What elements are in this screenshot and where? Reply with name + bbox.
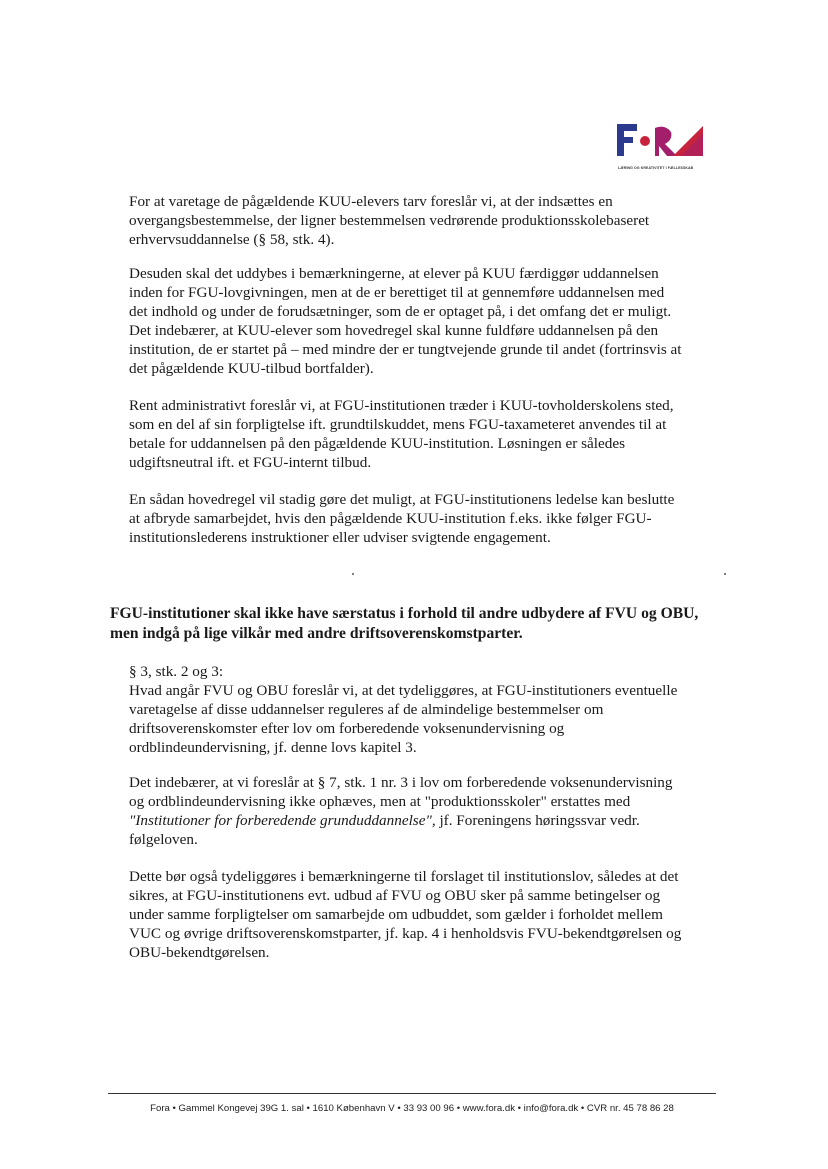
heading-line: FGU-institutioner skal ikke have særstatus i forhold til andre udbydere af FVU og OBU, <box>110 605 699 622</box>
text-line: under samme forpligtelser om samarbejde om udbuddet, som gælder i forholdet mellem <box>129 906 663 923</box>
paragraph-implication <box>129 773 729 849</box>
text-line: at afbryde samarbejdet, hvis den pågældende KUU-institution f.eks. ikke følger FGU- <box>129 510 652 527</box>
text-line: varetagelse af disse uddannelser reguleres af de almindelige bestemmelser om <box>129 701 604 718</box>
text-line: som en del af sin forpligtelse ift. grundtilskuddet, mens FGU-taxameteret anvendes til at <box>129 416 667 433</box>
text-line: OBU-bekendtgørelsen. <box>129 944 270 961</box>
footer-contact: Fora • Gammel Kongevej 39G 1. sal • 1610 København V • 33 93 00 96 • www.fora.dk • info@fora.dk • CVR nr. 45 78 86 28 <box>150 1103 674 1114</box>
paragraph-administrative <box>129 396 729 472</box>
text-line: betale for uddannelsen på den pågældende KUU-institution. Løsningen er således <box>129 435 625 452</box>
text-line: ordblindeundervisning, jf. denne lovs kapitel 3. <box>129 739 417 756</box>
text-line: overgangsbestemmelse, der ligner bestemmelsen vedrørende produktionsskolebaseret <box>129 212 650 229</box>
text-line: udgiftsneutral ift. et FGU-internt tilbud. <box>129 454 372 471</box>
text-line: Hvad angår FVU og OBU foreslår vi, at det tydeliggøres, at FGU-institutioners eventuelle <box>129 682 678 699</box>
text-line: Dette bør også tydeliggøres i bemærkningerne til forslaget til institutionslov, således at det <box>129 868 679 885</box>
fora-logo-icon <box>615 122 707 166</box>
heading-line: men indgå på lige vilkår med andre driftsoverenskomstparter. <box>110 625 523 642</box>
italic-institution-name: "Institutioner for forberedende grunduddannelse" <box>129 812 432 829</box>
text-line: erhvervsuddannelse (§ 58, stk. 4). <box>129 231 335 248</box>
paragraph-transition-rule <box>129 192 729 249</box>
section-reference: § 3, stk. 2 og 3: <box>129 663 224 680</box>
text-line: institution, de er startet på – med mindre der er tungtvejende grunde til andet (fortrinsvis at <box>129 341 682 358</box>
paragraph-main-rule <box>129 490 729 547</box>
text-line: VUC og øvrige driftsoverenskomstparter, jf. kap. 4 i henholdsvis FVU-bekendtgørelsen og <box>129 925 682 942</box>
paragraph-clarification <box>129 867 729 962</box>
text-line: følgeloven. <box>129 831 198 848</box>
scan-speck <box>352 573 354 575</box>
section-heading <box>110 604 750 644</box>
text-line <box>129 811 729 830</box>
text-line: institutionslederens instruktioner eller udviser svigtende engagement. <box>129 529 551 546</box>
text-line: og ordblindeundervisning ikke ophæves, men at "produktionsskoler" erstattes med <box>129 793 631 810</box>
text-line: sikres, at FGU-institutionens evt. udbud af FVU og OBU sker på samme betingelser og <box>129 887 661 904</box>
text-line: Desuden skal det uddybes i bemærkningerne, at elever på KUU færdiggør uddannelsen <box>129 265 659 282</box>
text-line: Det indebærer, at vi foreslår at § 7, stk. 1 nr. 3 i lov om forberedende voksenundervisning <box>129 774 673 791</box>
logo-tagline: LÆRING OG KREATIVITET I FÆLLESSKAB <box>618 166 694 170</box>
text-line: Det indebærer, at KUU-elever som hovedregel skal kunne fuldføre uddannelsen på den <box>129 322 659 339</box>
text-line: En sådan hovedregel vil stadig gøre det muligt, at FGU-institutionens ledelse kan beslutte <box>129 491 675 508</box>
footer-divider <box>108 1093 716 1094</box>
scan-speck <box>724 573 726 575</box>
text-fragment: , jf. Foreningens høringssvar vedr. <box>431 812 640 829</box>
paragraph-remarks <box>129 264 729 378</box>
text-line: Rent administrativt foreslår vi, at FGU-institutionen træder i KUU-tovholderskolens sted, <box>129 397 674 414</box>
text-line: det indhold og under de forudsætninger, som de er optaget på, i det omfang det er muligt. <box>129 303 672 320</box>
paragraph-fvu-obu <box>129 681 729 757</box>
text-line: driftsoverenskomster efter lov om forberedende voksenundervisning og <box>129 720 565 737</box>
text-line: inden for FGU-lovgivningen, men at de er berettiget til at gennemføre uddannelsen med <box>129 284 665 301</box>
fora-logo <box>615 122 707 172</box>
text-line: For at varetage de pågældende KUU-elevers tarv foreslår vi, at der indsættes en <box>129 193 613 210</box>
text-line: det pågældende KUU-tilbud bortfalder). <box>129 360 374 377</box>
